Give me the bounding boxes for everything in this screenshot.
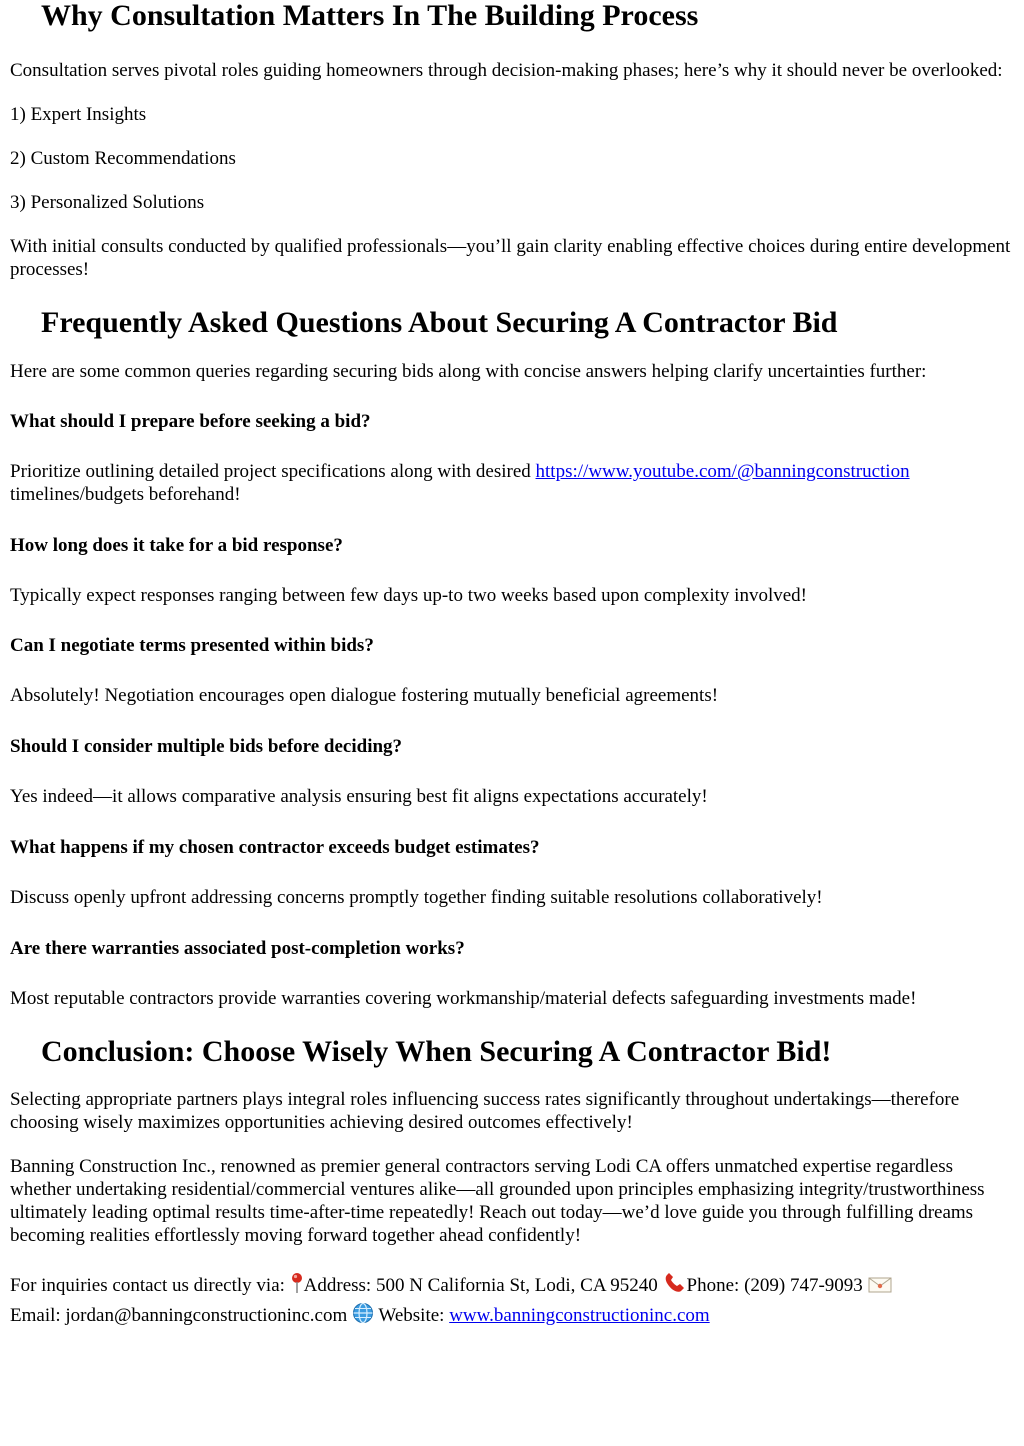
faq-answer-1-text-end: timelines/budgets beforehand!: [10, 484, 241, 505]
contact-phone: Phone: (209) 747-9093: [686, 1275, 863, 1296]
list-item-expert-insights: 1) Expert Insights: [10, 104, 147, 125]
faq-question-3: Can I negotiate terms presented within bids?: [10, 635, 374, 656]
contact-address: Address: 500 N California St, Lodi, CA 95240: [303, 1275, 658, 1296]
faq-question-6: Are there warranties associated post-completion works?: [10, 938, 465, 959]
paragraph-conclusion-1: Selecting appropriate partners plays integral roles influencing success rates significantly throughout undertakings—therefore choosing wisely maximizes opportunities achieving desired outcomes effectively!: [10, 1089, 960, 1133]
faq-question-2: How long does it take for a bid response?: [10, 535, 343, 556]
faq-question-5: What happens if my chosen contractor exceeds budget estimates?: [10, 837, 540, 858]
youtube-link[interactable]: https://www.youtube.com/@banningconstruction: [535, 461, 910, 482]
faq-answer-2: Typically expect responses ranging between few days up-to two weeks based upon complexity involved!: [10, 585, 807, 606]
contact-line: [10, 1272, 1014, 1332]
section-heading-faq: Frequently Asked Questions About Securing A Contractor Bid: [41, 306, 838, 339]
contact-email: Email: jordan@banningconstructioninc.com: [10, 1305, 348, 1326]
list-item-custom-recommendations: 2) Custom Recommendations: [10, 148, 236, 169]
faq-answer-1: [10, 460, 1014, 506]
paragraph-consultation-closing: With initial consults conducted by qualified professionals—you’ll gain clarity enabling effective choices during entire development processes!: [10, 236, 1011, 280]
list-item-personalized-solutions: 3) Personalized Solutions: [10, 192, 205, 213]
faq-answer-3: Absolutely! Negotiation encourages open dialogue fostering mutually beneficial agreements!: [10, 685, 719, 706]
faq-answer-5: Discuss openly upfront addressing concerns promptly together finding suitable resolutions collaboratively!: [10, 887, 823, 908]
faq-question-4: Should I consider multiple bids before deciding?: [10, 736, 403, 757]
website-link[interactable]: www.banningconstructioninc.com: [449, 1305, 710, 1326]
faq-answer-6: Most reputable contractors provide warranties covering workmanship/material defects safeguarding investments made!: [10, 988, 917, 1009]
telephone-icon: [663, 1272, 687, 1302]
faq-answer-4: Yes indeed—it allows comparative analysis ensuring best fit aligns expectations accurately!: [10, 786, 708, 807]
section-heading-conclusion: Conclusion: Choose Wisely When Securing A Contractor Bid!: [41, 1035, 832, 1068]
faq-question-1: What should I prepare before seeking a bid?: [10, 411, 371, 432]
globe-icon: [352, 1302, 374, 1332]
paragraph-conclusion-2: Banning Construction Inc., renowned as premier general contractors serving Lodi CA offers unmatched expertise regardless whether undertaking residential/commercial ventures alike—all grounded upon principles emphasizing integrity/trustworthiness ultimately leading optimal results time-after-time repeatedly! Reach out today—we’d love guide you through fulfilling dreams becoming realities effortlessly moving forward together ahead confidently!: [10, 1156, 985, 1246]
paragraph-faq-intro: Here are some common queries regarding securing bids along with concise answers helping clarify uncertainties further:: [10, 361, 927, 382]
section-heading-consultation: Why Consultation Matters In The Building Process: [41, 0, 699, 32]
pushpin-icon: [290, 1272, 304, 1302]
envelope-icon: [868, 1275, 892, 1302]
contact-lead-text: For inquiries contact us directly via:: [10, 1275, 290, 1296]
faq-answer-1-text: Prioritize outlining detailed project specifications along with desired: [10, 461, 536, 482]
contact-website-label: Website:: [378, 1305, 450, 1326]
paragraph-consultation-intro: Consultation serves pivotal roles guiding homeowners through decision-making phases; here’s why it should never be overlooked:: [10, 60, 1003, 81]
